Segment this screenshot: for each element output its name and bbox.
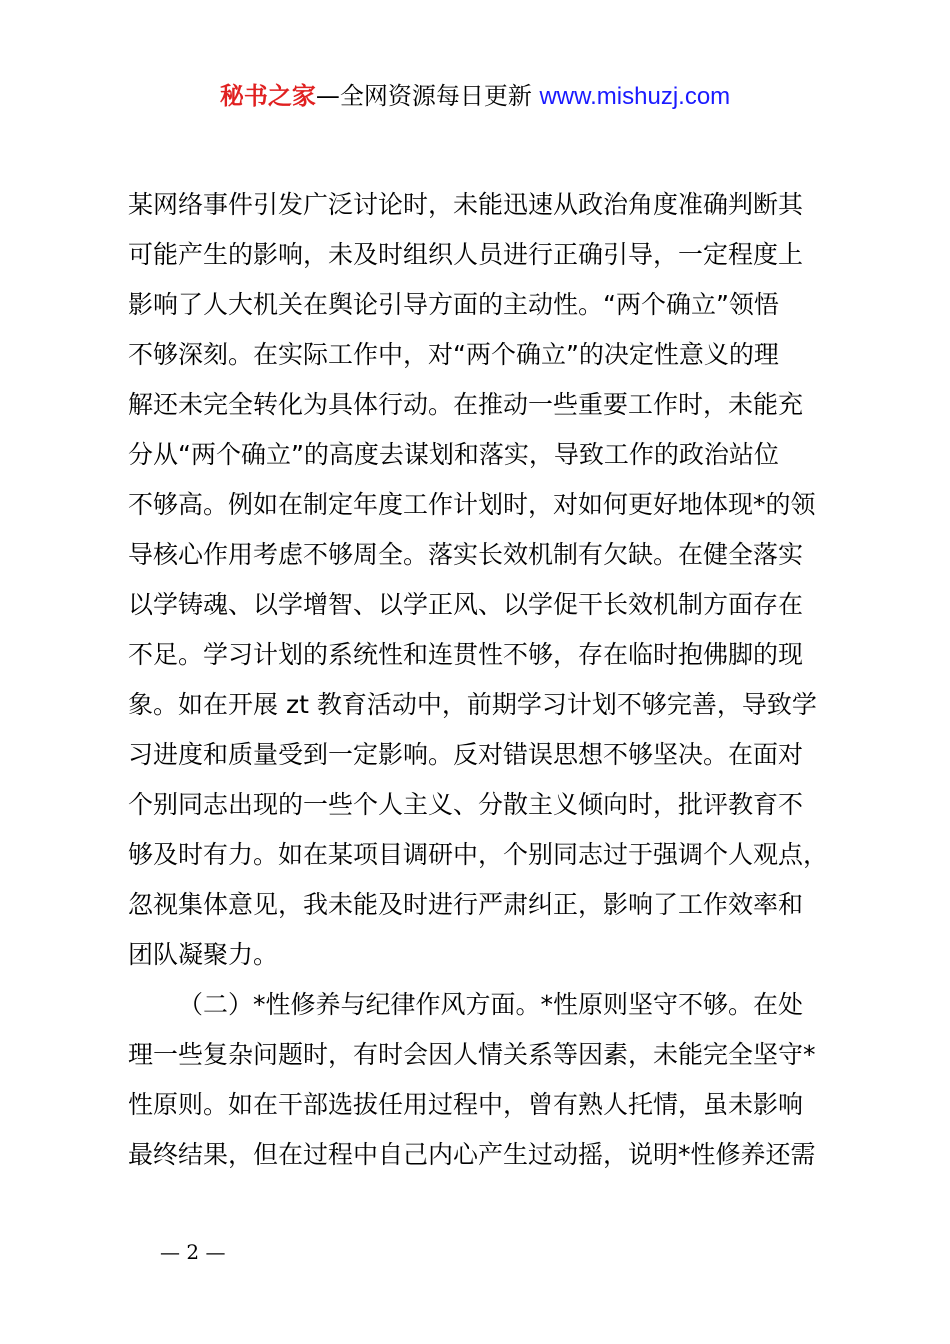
site-header — [0, 80, 950, 113]
text-line: 不够高。例如在制定年度工作计划时，对如何更好地体现*的领 — [128, 490, 816, 519]
text-line: 不够深刻。在实际工作中，对“两个确立”的决定性意义的理 — [128, 340, 779, 369]
text-line: 分从“两个确立”的高度去谋划和落实，导致工作的政治站位 — [128, 440, 779, 469]
site-url-link[interactable]: www.mishuzj.com — [539, 83, 731, 110]
text-line: 影响了人大机关在舆论引导方面的主动性。“两个确立”领悟 — [128, 290, 779, 319]
text-line: 理一些复杂问题时，有时会因人情关系等因素，未能完全坚守* — [128, 1040, 816, 1069]
text-line: 解还未完全转化为具体行动。在推动一些重要工作时，未能充 — [128, 390, 804, 419]
text-line: （二）*性修养与纪律作风方面。*性原则坚守不够。在处 — [178, 990, 804, 1019]
paragraph-1 — [128, 180, 848, 980]
page-number: — 2 — — [160, 1240, 226, 1264]
text-line: 性原则。如在干部选拔任用过程中，曾有熟人托情，虽未影响 — [128, 1090, 804, 1119]
text-line: 可能产生的影响，未及时组织人员进行正确引导，一定程度上 — [128, 240, 804, 269]
text-line: 个别同志出现的一些个人主义、分散主义倾向时，批评教育不 — [128, 790, 804, 819]
brand-name: 秘书之家 — [219, 82, 316, 110]
text-line: 最终结果，但在过程中自己内心产生过动摇，说明*性修养还需 — [128, 1140, 816, 1169]
text-line: 习进度和质量受到一定影响。反对错误思想不够坚决。在面对 — [128, 740, 804, 769]
document-body — [128, 180, 848, 1180]
text-line: 某网络事件引发广泛讨论时，未能迅速从政治角度准确判断其 — [128, 190, 804, 219]
text-line: 不足。学习计划的系统性和连贯性不够，存在临时抱佛脚的现 — [128, 640, 804, 669]
header-tagline: —全网资源每日更新 — [315, 82, 532, 110]
text-line: 导核心作用考虑不够周全。落实长效机制有欠缺。在健全落实 — [128, 540, 804, 569]
text-line: 够及时有力。如在某项目调研中，个别同志过于强调个人观点， — [128, 840, 829, 869]
paragraph-2 — [128, 980, 848, 1180]
text-line: 以学铸魂、以学增智、以学正风、以学促干长效机制方面存在 — [128, 590, 804, 619]
text-line: 象。如在开展 zt 教育活动中，前期学习计划不够完善，导致学 — [128, 690, 817, 719]
text-line: 忽视集体意见，我未能及时进行严肃纠正，影响了工作效率和 — [128, 890, 804, 919]
text-line: 团队凝聚力。 — [128, 940, 279, 969]
